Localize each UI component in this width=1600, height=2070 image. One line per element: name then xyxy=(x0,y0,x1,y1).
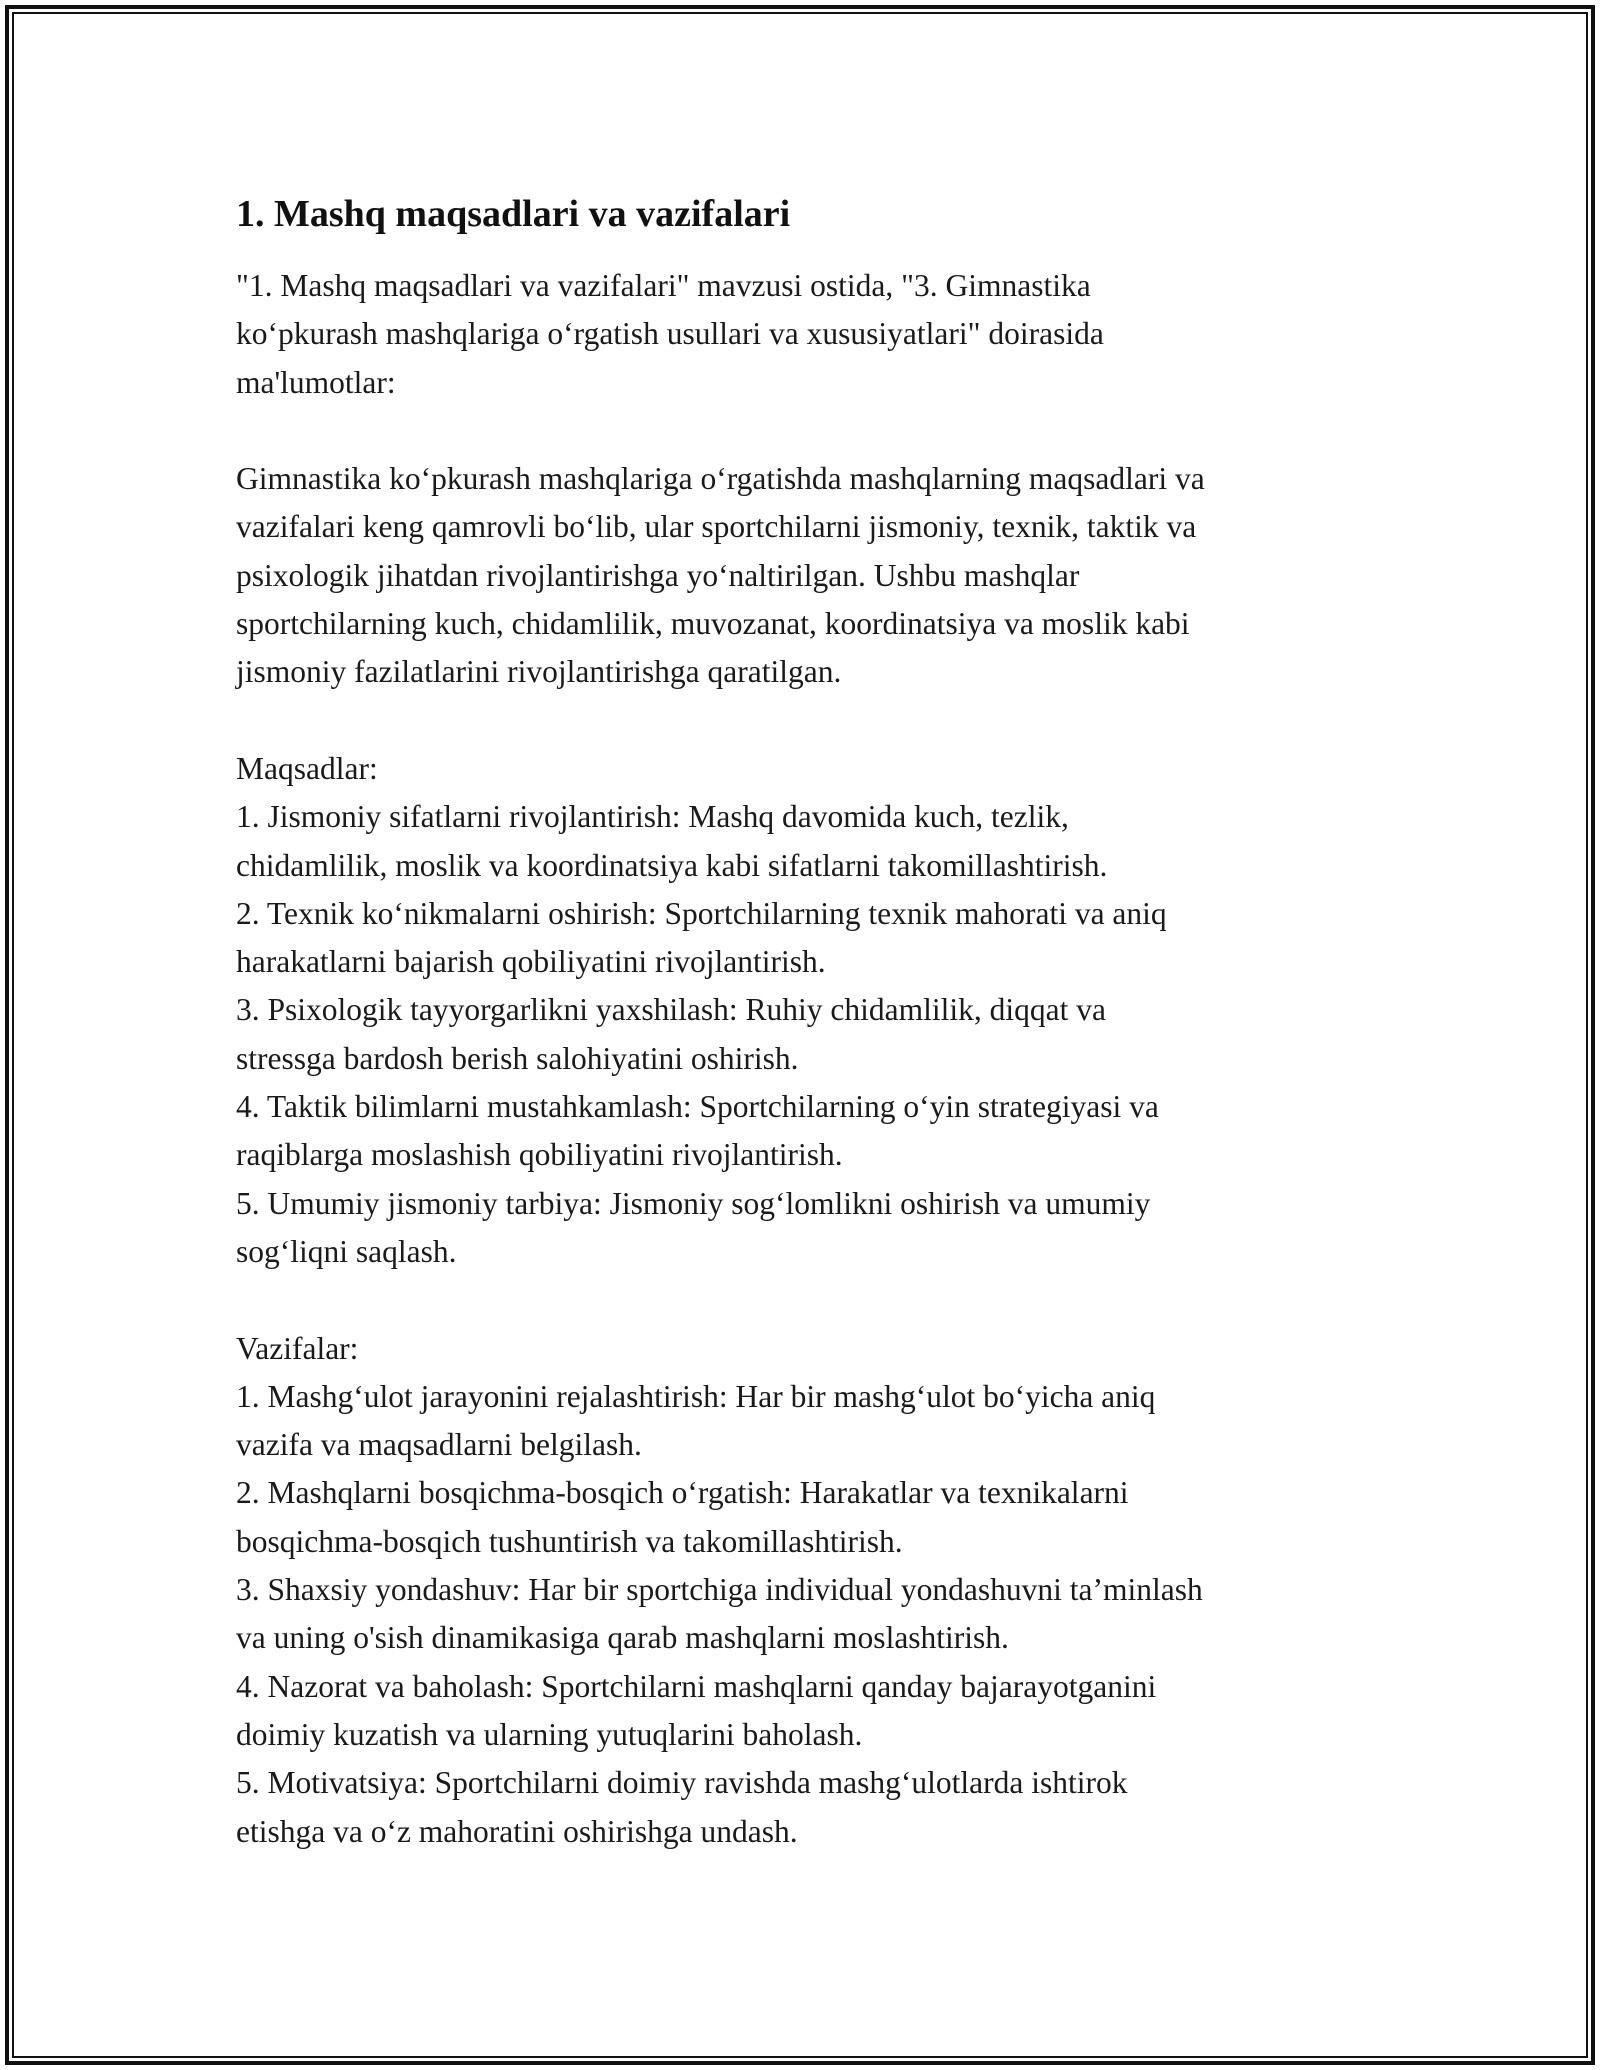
task-item-line: 4. Nazorat va baholash: Sportchilarni mashqlarni qanday bajarayotganini xyxy=(236,1668,1157,1704)
text-line: sportchilarning kuch, chidamlilik, muvozanat, koordinatsiya va moslik kabi xyxy=(236,606,1190,642)
goal-item-line: 2. Texnik ko‘nikmalarni oshirish: Sportchilarning texnik mahorati va aniq xyxy=(236,895,1167,931)
goal-item-line: chidamlilik, moslik va koordinatsiya kabi sifatlarni takomillashtirish. xyxy=(236,847,1108,883)
task-item-line: doimiy kuzatish va ularning yutuqlarini baholash. xyxy=(236,1716,863,1752)
tasks-heading: Vazifalar: xyxy=(236,1330,359,1366)
task-item-line: 1. Mashg‘ulot jarayonini rejalashtirish: Har bir mashg‘ulot bo‘yicha aniq xyxy=(236,1378,1156,1414)
text-line: Gimnastika ko‘pkurash mashqlariga o‘rgatishda mashqlarning maqsadlari va xyxy=(236,461,1205,497)
task-item-line: 5. Motivatsiya: Sportchilarni doimiy ravishda mashg‘ulotlarda ishtirok xyxy=(236,1765,1128,1801)
task-item-line: va uning o'sish dinamikasiga qarab mashqlarni moslashtirish. xyxy=(236,1620,1009,1656)
overview-paragraph xyxy=(236,455,1366,696)
goal-item-line: stressga bardosh berish salohiyatini oshirish. xyxy=(236,1040,799,1076)
task-item-line: bosqichma-bosqich tushuntirish va takomillashtirish. xyxy=(236,1523,903,1559)
goal-item-line: 3. Psixologik tayyorgarlikni yaxshilash: Ruhiy chidamlilik, diqqat va xyxy=(236,992,1106,1028)
paragraph-spacer xyxy=(236,697,1366,745)
text-line: "1. Mashq maqsadlari va vazifalari" mavzusi ostida, "3. Gimnastika xyxy=(236,268,1091,303)
task-item-line: vazifa va maqsadlarni belgilash. xyxy=(236,1427,642,1463)
goals-heading: Maqsadlar: xyxy=(236,750,378,786)
paragraph-spacer xyxy=(236,1276,1366,1324)
text-line: ko‘pkurash mashqlariga o‘rgatish usullari va xususiyatlari" doirasida xyxy=(236,316,1104,352)
task-item-line: 2. Mashqlarni bosqichma-bosqich o‘rgatish: Harakatlar va texnikalarni xyxy=(236,1475,1129,1511)
intro-paragraph xyxy=(236,262,1366,407)
document-body xyxy=(236,190,1366,1856)
goal-item-line: 5. Umumiy jismoniy tarbiya: Jismoniy sog‘lomlikni oshirish va umumiy xyxy=(236,1185,1151,1221)
goal-item-line: 1. Jismoniy sifatlarni rivojlantirish: Mashq davomida kuch, tezlik, xyxy=(236,799,1069,835)
paragraph-spacer xyxy=(236,407,1366,455)
goals-list xyxy=(236,745,1366,1276)
task-item-line: 3. Shaxsiy yondashuv: Har bir sportchiga individual yondashuvni ta’minlash xyxy=(236,1572,1203,1608)
text-line: ma'lumotlar: xyxy=(236,364,396,400)
goal-item-line: sog‘liqni saqlash. xyxy=(236,1233,457,1269)
section-heading: 1. Mashq maqsadlari va vazifalari xyxy=(236,193,791,235)
text-line: vazifalari keng qamrovli bo‘lib, ular sportchilarni jismoniy, texnik, taktik va xyxy=(236,509,1197,545)
goal-item-line: harakatlarni bajarish qobiliyatini rivojlantirish. xyxy=(236,944,826,980)
goal-item-line: 4. Taktik bilimlarni mustahkamlash: Sportchilarning o‘yin strategiyasi va xyxy=(236,1089,1159,1125)
text-line: jismoniy fazilatlarini rivojlantirishga qaratilgan. xyxy=(236,654,842,690)
goal-item-line: raqiblarga moslashish qobiliyatini rivojlantirish. xyxy=(236,1137,843,1173)
tasks-list xyxy=(236,1325,1366,1856)
task-item-line: etishga va o‘z mahoratini oshirishga undash. xyxy=(236,1813,798,1849)
text-line: psixologik jihatdan rivojlantirishga yo‘naltirilgan. Ushbu mashqlar xyxy=(236,557,1080,593)
